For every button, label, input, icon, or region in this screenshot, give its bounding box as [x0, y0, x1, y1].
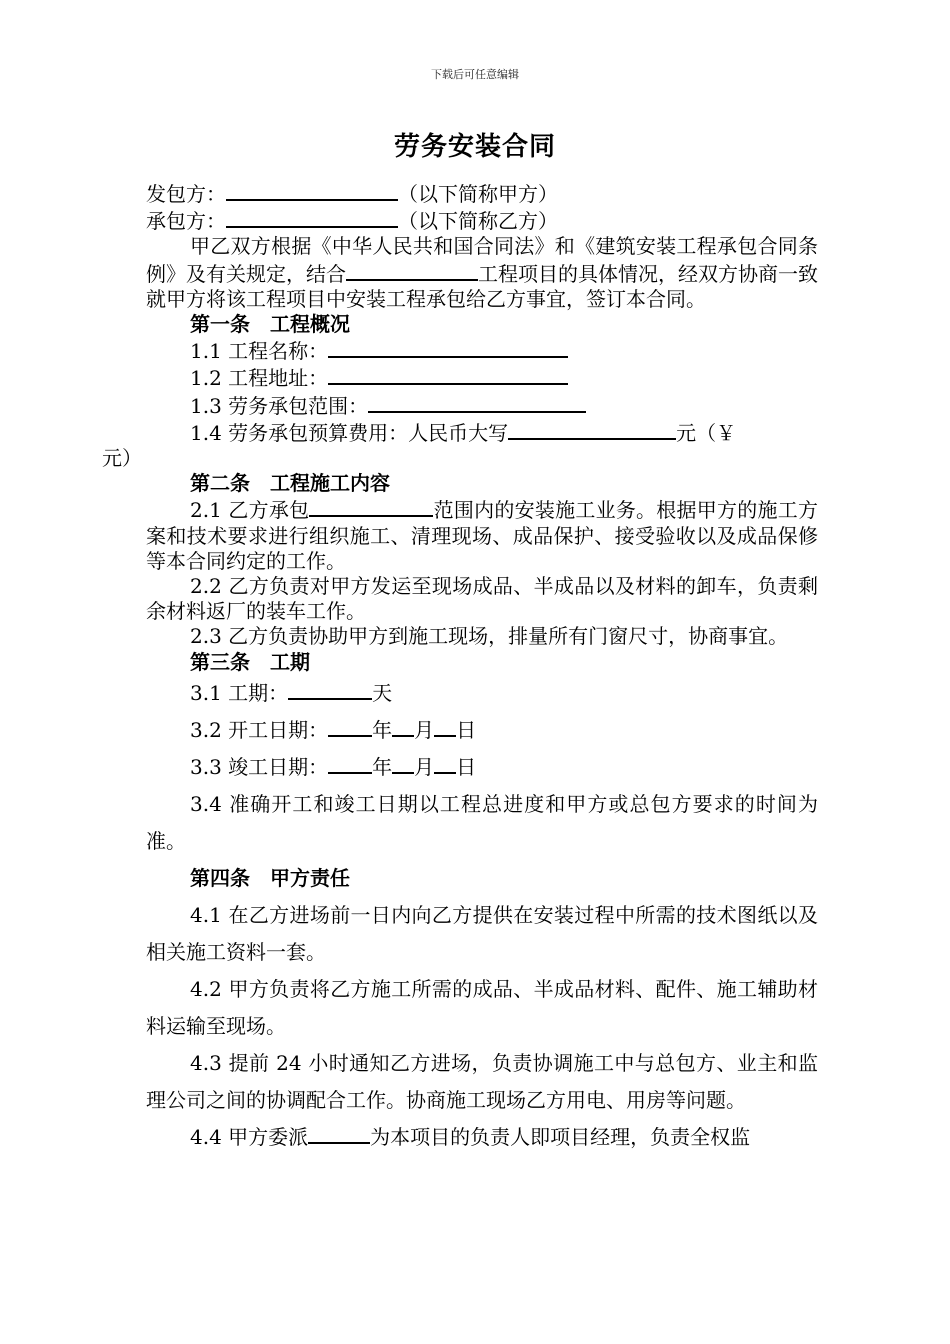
item-4-2: 4.2 甲方负责将乙方施工所需的成品、半成品材料、配件、施工辅助材料运输至现场。	[146, 976, 818, 1038]
party-b-blank	[226, 207, 398, 228]
contract-body	[102, 180, 819, 1156]
article-1-heading: 第一条 工程概况	[190, 312, 350, 337]
party-a-line: 发包方： （以下简称甲方）	[146, 182, 558, 206]
item-1-4: 1.4 劳务承包预算费用：人民币大写 元（￥ 元）	[102, 420, 737, 471]
project-blank	[346, 260, 478, 281]
item-1-1: 1.1 工程名称：	[146, 337, 818, 364]
item-3-3: 3.3 竣工日期： 年 月 日	[190, 754, 477, 779]
item-2-3: 2.3 乙方负责协助甲方到施工现场，排量所有门窗尺寸，协商事宜。	[190, 624, 789, 649]
intro-paragraph: 甲乙双方根据《中华人民共和国合同法》和《建筑安装工程承包合同条例》及有关规定，结合 工程项目的具体情况，经双方协商一致就甲方将该工程项目中安装工程承包给乙方事宜，签订本合同。	[146, 234, 818, 311]
item-2-1: 2.1 乙方承包 范围内的安装施工业务。根据甲方的施工方案和技术要求进行组织施工、清理现场、成品保护、接受验收以及成品保修等本合同约定的工作。	[146, 498, 819, 573]
document-title: 劳务安装合同	[393, 132, 556, 162]
item-3-1: 3.1 工期： 天	[190, 680, 393, 705]
article-2-heading: 第二条 工程施工内容	[190, 471, 390, 496]
item-3-2: 3.2 开工日期： 年 月 日	[190, 717, 477, 742]
item-3-4: 3.4 准确开工和竣工日期以工程总进度和甲方或总包方要求的时间为准。	[146, 791, 818, 853]
article-3-heading: 第三条 工期	[190, 649, 310, 674]
item-4-3: 4.3 提前 24 小时通知乙方进场，负责协调施工中与总包方、业主和监理公司之间的协调配合工作。协商施工现场乙方用电、用房等问题。	[146, 1050, 818, 1112]
item-4-4: 4.4 甲方委派 为本项目的负责人即项目经理，负责全权监	[190, 1124, 751, 1149]
item-1-2: 1.2 工程地址：	[146, 364, 818, 391]
article-4-heading: 第四条 甲方责任	[190, 865, 350, 890]
item-2-2: 2.2 乙方负责对甲方发运至现场成品、半成品以及材料的卸车，负责剩余材料返厂的装车工作。	[146, 574, 818, 624]
party-a-blank	[226, 180, 398, 201]
item-1-3: 1.3 劳务承包范围：	[146, 392, 818, 419]
party-b-line: 承包方： （以下简称乙方）	[146, 209, 558, 234]
item-4-1: 4.1 在乙方进场前一日内向乙方提供在安装过程中所需的技术图纸以及相关施工资料一套。	[146, 902, 818, 964]
page-header: 下载后可任意编辑	[431, 68, 519, 81]
